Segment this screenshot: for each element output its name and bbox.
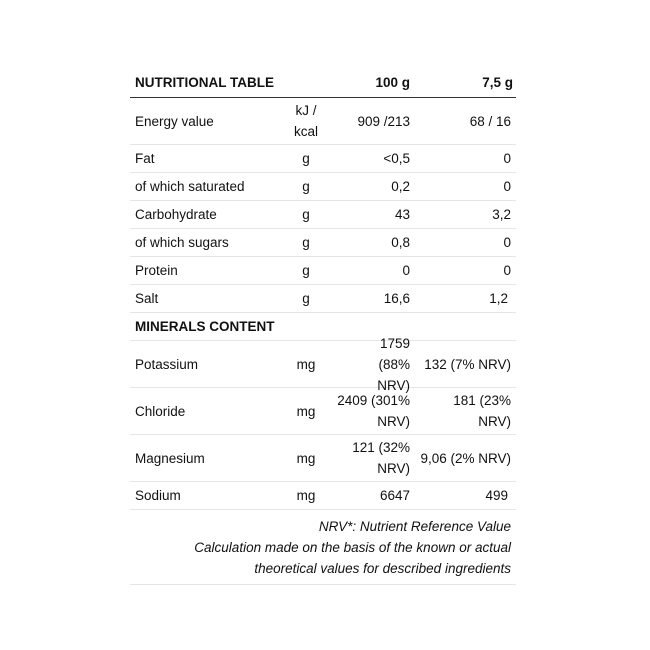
row-unit: g: [302, 291, 310, 306]
table-title: NUTRITIONAL TABLE: [135, 74, 274, 90]
row-label: Protein: [135, 263, 178, 278]
row-unit: mg: [296, 403, 316, 419]
row-value-100g: 6647: [379, 488, 410, 503]
row-value-7-5g: 0: [503, 179, 511, 194]
table-row-potassium: [130, 335, 516, 393]
table-row-fat: [130, 145, 516, 173]
row-value-7-5g: 3,2: [492, 207, 511, 222]
row-value-7-5g: 1,2: [489, 291, 508, 306]
table-row-chloride: [130, 388, 516, 435]
row-value-7-5g: 0: [503, 263, 511, 278]
row-value-100g: 43: [394, 207, 410, 222]
row-label: Potassium: [135, 356, 199, 372]
table-row-salt: [130, 285, 516, 313]
row-unit: mg: [296, 450, 316, 466]
row-value-7-5g: 0: [503, 151, 511, 166]
row-value-7-5g: 9,06 (2% NRV): [420, 450, 511, 466]
table-row-energy: [130, 98, 516, 145]
row-label: Sodium: [135, 488, 181, 503]
row-label: Carbohydrate: [135, 207, 217, 222]
row-value-100g: 0: [402, 263, 410, 278]
minerals-section-header: [130, 313, 516, 341]
row-value-100g: 909 /213: [357, 113, 410, 129]
row-label: Energy value: [135, 113, 214, 129]
row-label: Fat: [135, 151, 155, 166]
table-row-saturated: [130, 173, 516, 201]
row-value-100g: 0,8: [391, 235, 410, 250]
row-label: of which sugars: [135, 235, 229, 250]
row-value-7-5g: 499: [485, 488, 508, 503]
row-value-100g: <0,5: [383, 151, 410, 166]
row-unit: g: [302, 207, 310, 222]
row-unit: mg: [296, 356, 316, 372]
row-unit: g: [302, 151, 310, 166]
table-row-sodium: [130, 482, 516, 510]
footnote: [130, 510, 516, 585]
column-header-7-5g: 7,5 g: [482, 74, 513, 90]
column-header-100g: 100 g: [375, 74, 410, 90]
row-unit: kJ / kcal: [293, 103, 318, 139]
table-row-carbohydrate: [130, 201, 516, 229]
row-label: Salt: [135, 291, 159, 306]
row-value-7-5g: 68 / 16: [469, 113, 511, 129]
table-row-sugars: [130, 229, 516, 257]
row-value-7-5g: 0: [503, 235, 511, 250]
nutrition-table: [130, 67, 516, 585]
row-value-100g: 2409 (301% NRV): [337, 393, 410, 429]
row-value-100g: 16,6: [383, 291, 410, 306]
row-unit: mg: [296, 488, 316, 503]
row-label: of which saturated: [135, 179, 245, 194]
row-unit: g: [302, 179, 310, 194]
row-value-100g: 121 (32% NRV): [352, 440, 410, 476]
row-unit: g: [302, 263, 310, 278]
table-row-protein: [130, 257, 516, 285]
row-unit: g: [302, 235, 310, 250]
footnote-calculation-line-1: Calculation made on the basis of the known or actual: [194, 540, 511, 555]
row-label: Magnesium: [135, 450, 205, 466]
row-value-100g: 0,2: [391, 179, 410, 194]
footnote-nrv: NRV*: Nutrient Reference Value: [318, 519, 511, 534]
footnote-calculation-line-2: theoretical values for described ingredients: [254, 561, 511, 576]
row-value-100g: 1759 (88% NRV): [377, 335, 410, 393]
section-title: MINERALS CONTENT: [135, 319, 275, 334]
row-value-7-5g: 181 (23% NRV): [453, 393, 511, 429]
row-value-7-5g: 132 (7% NRV): [424, 356, 511, 372]
table-header: [130, 67, 516, 98]
table-row-magnesium: [130, 435, 516, 482]
row-label: Chloride: [135, 403, 186, 419]
